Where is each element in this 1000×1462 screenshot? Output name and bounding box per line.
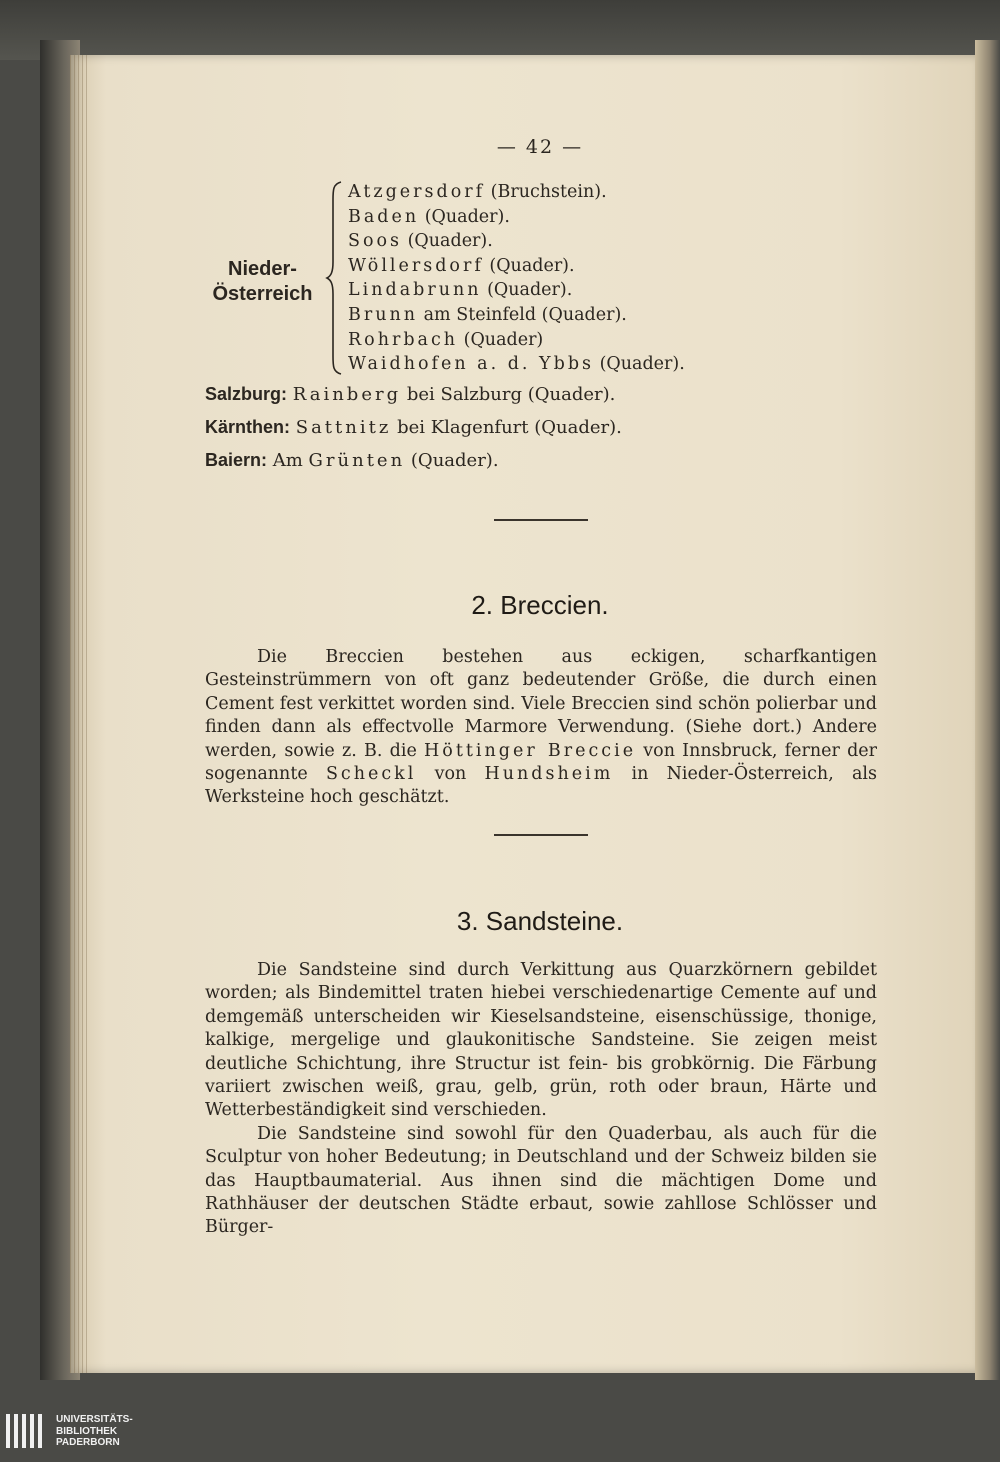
region-label-oesterreich: Österreich: [212, 283, 313, 305]
section-divider: [494, 519, 588, 521]
region-entry-kaernthen: Kärnthen: Sattnitz bei Klagenfurt (Quader).: [205, 417, 622, 438]
sandsteine-paragraphs: [205, 959, 877, 1240]
place-item: Atzgersdorf (Bruchstein).: [348, 182, 607, 202]
page-gutter: [70, 55, 88, 1373]
library-logo-text: UNIVERSITÄTS- BIBLIOTHEK PADERBORN: [56, 1414, 133, 1448]
sandsteine-paragraph-2: Die Sandsteine sind sowohl für den Quaderbau, als auch für die Sculptur von hoher Bedeutung; in Deutschland und der Schweiz bilden sie das Hauptbaumaterial. Aus ihnen sind die mächtigen Dome und Rathhäuser der deutschen Städte erbaut, sowie zahllose Schlösser und Bürger-: [205, 1123, 877, 1238]
section-heading-breccien: 2. Breccien.: [471, 590, 609, 620]
scan-backdrop: [0, 0, 1000, 60]
region-entry-salzburg: Salzburg: Rainberg bei Salzburg (Quader).: [205, 384, 616, 405]
region-label-nieder: Nieder-: [228, 258, 297, 280]
page-stack-edge: [975, 40, 1000, 1380]
breccien-paragraph: Die Breccien bestehen aus eckigen, scharfkantigen Gesteinstrümmern von oft ganz bedeutender Größe, die durch einen Cement fest verkittet worden sind. Viele Breccien sind schön polierbar und finden dann als effectvolle Marmore Verwendung. (Siehe dort.) Andere werden, sowie z. B. die Höttinger Breccie von Innsbruck, ferner der sogenannte Scheckl von Hundsheim in Nieder-Österreich, als Werksteine hoch geschätzt.: [205, 647, 877, 808]
section-heading-sandsteine: 3. Sandsteine.: [456, 906, 624, 936]
curly-brace-icon: [325, 180, 345, 375]
library-logo: [0, 1412, 180, 1452]
lower-austria-places: [348, 180, 748, 377]
place-item: Lindabrunn (Quader).: [348, 280, 573, 301]
region-entry-baiern: Baiern: Am Grünten (Quader).: [205, 450, 499, 471]
place-item: Waidhofen a. d. Ybbs (Quader).: [348, 354, 685, 375]
sandsteine-paragraph-1: Die Sandsteine sind durch Verkittung aus Quarzkörnern gebildet worden; als Bindemittel traten hiebei verschiedenartige Cemente auf und demgemäß unterscheiden wir Kieselsandsteine, eisenschüssige, thonige, kalkige, mergelige und glaukonitische Sandsteine. Sie zeigen meist deutliche Schichtung, ihre Structur ist fein- bis grobkörnig. Die Färbung variiert zwischen weiß, grau, gelb, grün, roth oder braun, Härte und Wetterbeständigkeit sind verschieden.: [205, 960, 877, 1121]
place-item: Soos (Quader).: [348, 231, 493, 252]
place-item: Rohrbach (Quader): [348, 329, 544, 350]
section-divider: [494, 834, 588, 836]
place-item: Wöllersdorf (Quader).: [348, 255, 575, 276]
page-number: — 42 —: [496, 136, 584, 158]
place-item: Brunn am Steinfeld (Quader).: [348, 304, 627, 325]
place-item: Baden (Quader).: [348, 206, 510, 227]
library-logo-icon: [6, 1414, 48, 1448]
